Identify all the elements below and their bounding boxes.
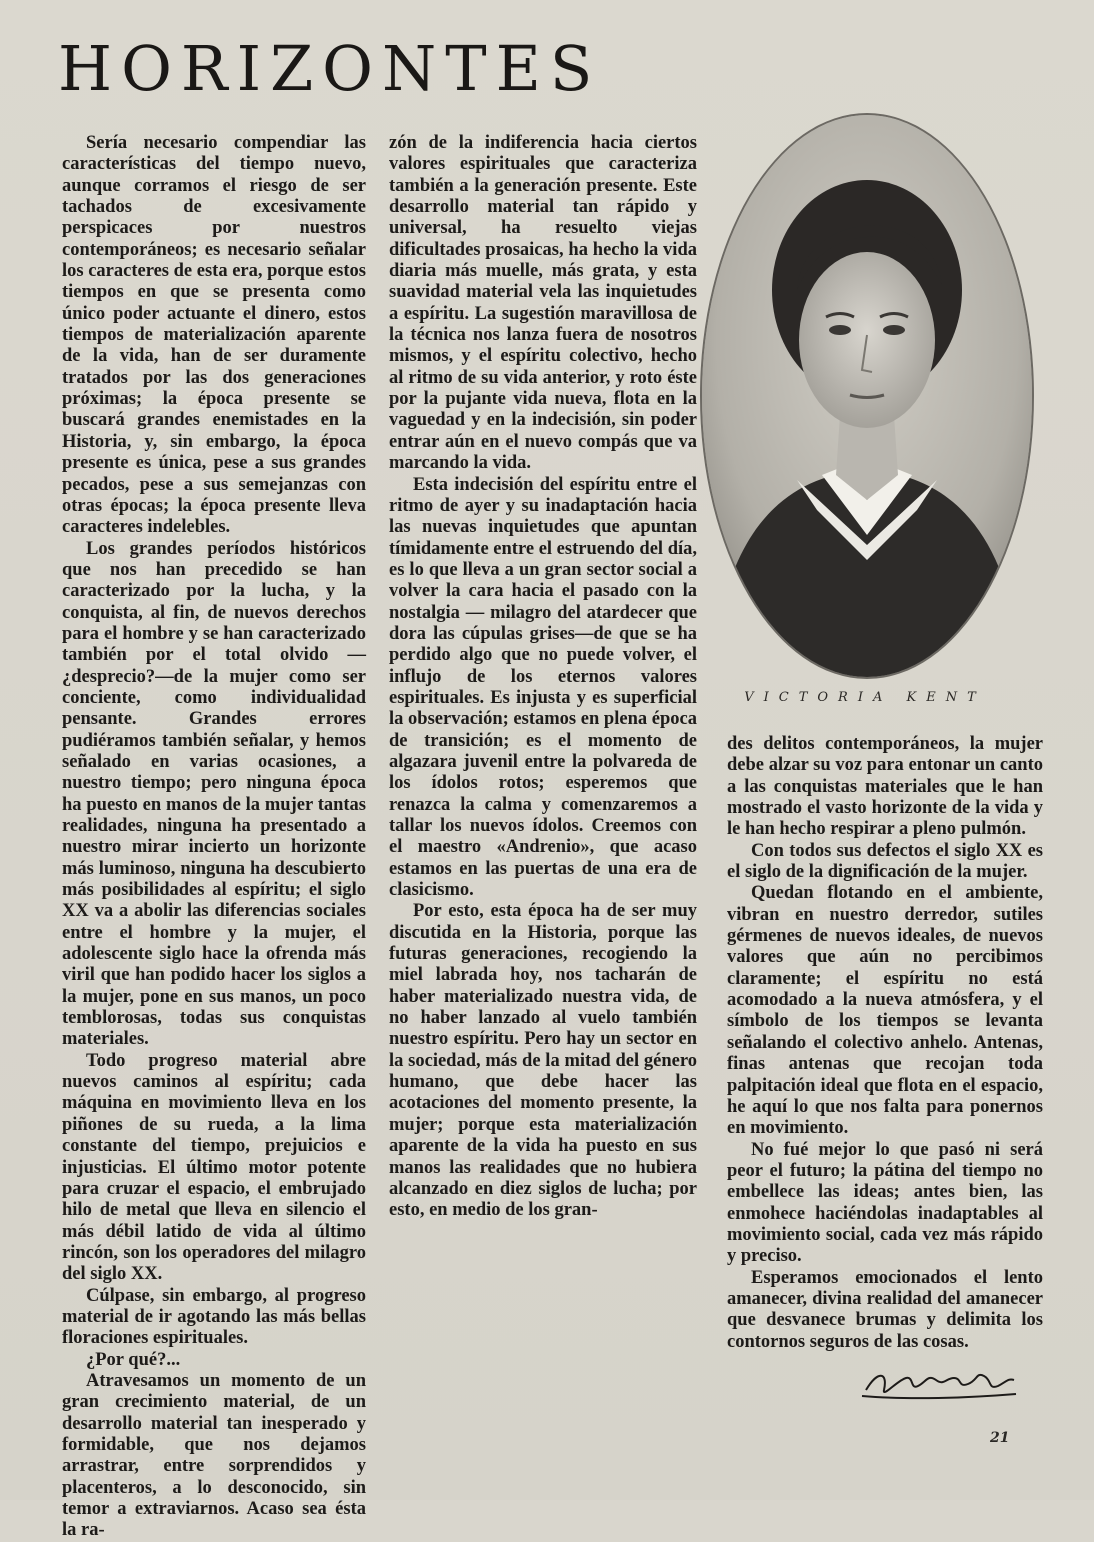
paragraph: zón de la indiferencia hacia ciertos valores espirituales que caracteriza también a la generación presente. Este desarrollo material tan rápido y universal, ha resuelto viejas dificultades prosaicas, ha hecho la vida diaria más muelle, más grata, y esta suavidad material vela las inquietudes a espíritu. La sugestión maravillosa de la técnica nos lanza fuera de nosotros mismos, y el espíritu colectivo, hecho al ritmo de su vida anterior, y roto éste por la pujante vida nueva, flota en la vaguedad y en la indecisión, sin poder entrar aún en el nuevo compás que va marcando la vida. [389,133,697,474]
paragraph: Todo progreso material abre nuevos caminos al espíritu; cada máquina en movimiento lleva en los piñones de su rueda, a la lima constante del tiempo, prejuicios e injusticias. El último motor potente para cruzar el espacio, el embrujado hilo de metal que lleva en silencio el más débil latido de vida al último rincón, son los operadores del milagro del siglo XX. [62,1050,366,1285]
page-number: 21 [990,1430,1010,1446]
paragraph: Sería necesario compendiar las características del tiempo nuevo, aunque corramos el riesgo de ser tachados de excesivamente perspicaces por nuestros contemporáneos; es necesario señalar los caracteres de esta era, porque estos tiempos en que se presenta como único poder actuante el dinero, estos tiempos de materialización aparente de la vida, han de ser duramente tratados por las dos generaciones próximas; la época presente se buscará grandes enemistades en la Historia, y, sin embargo, la época presente es única, pese a sus grandes pecados, pese a sus semejanzas con otras épocas; la época presente lleva caracteres indelebles. [62,133,366,538]
author-signature [858,1360,1018,1402]
paragraph: Quedan flotando en el ambiente, vibran en nuestro derredor, sutiles gérmenes de nuevos ideales, de nuevos valores que aún no percibimos claramente; el espíritu no está acomodado a la nueva atmósfera, y el símbolo de los tiempos se levanta señalando el colectivo anhelo. Antenas, finas antenas que recojan toda palpitación ideal que flota en el espacio, he aquí lo que nos falta para ponernos en movimiento. [727,883,1043,1139]
paragraph: No fué mejor lo que pasó ni será peor el futuro; la pátina del tiempo no embellece las ideas; antes bien, las enmohece haciéndolas inadaptables al movimiento social, cada vez más rápido y preciso. [727,1139,1043,1267]
paragraph: Esta indecisión del espíritu entre el ritmo de ayer y su inadaptación hacia las nuevas inquietudes que apuntan tímidamente entre el estruendo del día, es lo que lleva a un gran sector social a volver la cara hacia el pasado con la nostalgia — milagro del atardecer que dora las cúpulas grises—de que se ha perdido algo que no puede volver, el influjo de los eternos valores espirituales. Es injusta y es superficial la observación; estamos en plena época de transición; es el momento de algazara juvenil entre la polvareda de los ídolos rotos; esperemos que renazca la calma y comenzaremos a tallar los nuevos ídolos. Creemos con el maestro «Andrenio», que acaso estamos en las puertas de una era de clasicismo. [389,474,697,901]
paragraph: Cúlpase, sin embargo, al progreso material de ir agotando las más bellas floraciones espirituales. [62,1285,366,1349]
portrait-figure [702,115,1032,677]
paragraph: Por esto, esta época ha de ser muy discutida en la Historia, porque las futuras generaciones, recogiendo la miel labrada hoy, nos tacharán de haber materializado nuestra vida, de no haber lanzado al vuelo también nuestro espíritu. Pero hay un sector en la sociedad, más de la mitad del género humano, que debe hacer las acotaciones del momento presente, la mujer; porque esta materialización aparente de la vida ha puesto en sus manos las realidades que no hubiera alcanzado en diez siglos de lucha; por esto, en medio de los gran- [389,901,697,1221]
paragraph: ¿Por qué?... [86,1349,181,1370]
paragraph: Con todos sus defectos el siglo XX es el siglo de la dignificación de la mujer. [727,840,1043,883]
portrait-photo [700,113,1034,679]
paragraph: Los grandes períodos históricos que nos han precedido se han caracterizado por la lucha, y la conquista, al fin, de nuevos derechos para el hombre y se han caracterizado también por el total olvido —¿desprecio?—de la mujer como ser conciente, como individualidad pensante. Grandes errores pudiéramos también señalar, y hemos señalado en varias ocasiones, a nuestro tiempo; pero ninguna época ha puesto en manos de la mujer tantas realidades, ninguna ha presentado a nuestro mirar incierto un horizonte más luminoso, ninguna ha descubierto más posibilidades al espíritu; el siglo XX va a abolir las diferencias sociales entre el hombre y la mujer, el adolescente siglo hace la ofrenda más viril que han podido hacer los siglos a la mujer, pone en sus manos, un poco temblorosas, todas sus conquistas materiales. [62,538,366,1050]
paragraph: des delitos contemporáneos, la mujer debe alzar su voz para entonar un canto a las conquistas materiales que le han mostrado el vasto horizonte de la vida y le han hecho respirar a pleno pulmón. [727,734,1043,840]
text-column-1 [62,133,366,1542]
paragraph: Esperamos emocionados el lento amanecer, divina realidad del amanecer que desvanece brumas y delimita los contornos seguros de las cosas. [727,1267,1043,1352]
text-column-3 [727,734,1043,1353]
text-column-2 [389,133,697,1222]
paragraph: Atravesamos un momento de un gran crecimiento material, de un desarrollo material tan inesperado y formidable, que nos dejamos arrastrar, entre sorprendidos y placenteros, a lo desconocido, sin temor a extraviarnos. Acaso sea ésta la ra- [62,1370,366,1541]
article-title: HORIZONTES [58,32,602,105]
photo-caption: VICTORIA KENT [744,690,986,705]
